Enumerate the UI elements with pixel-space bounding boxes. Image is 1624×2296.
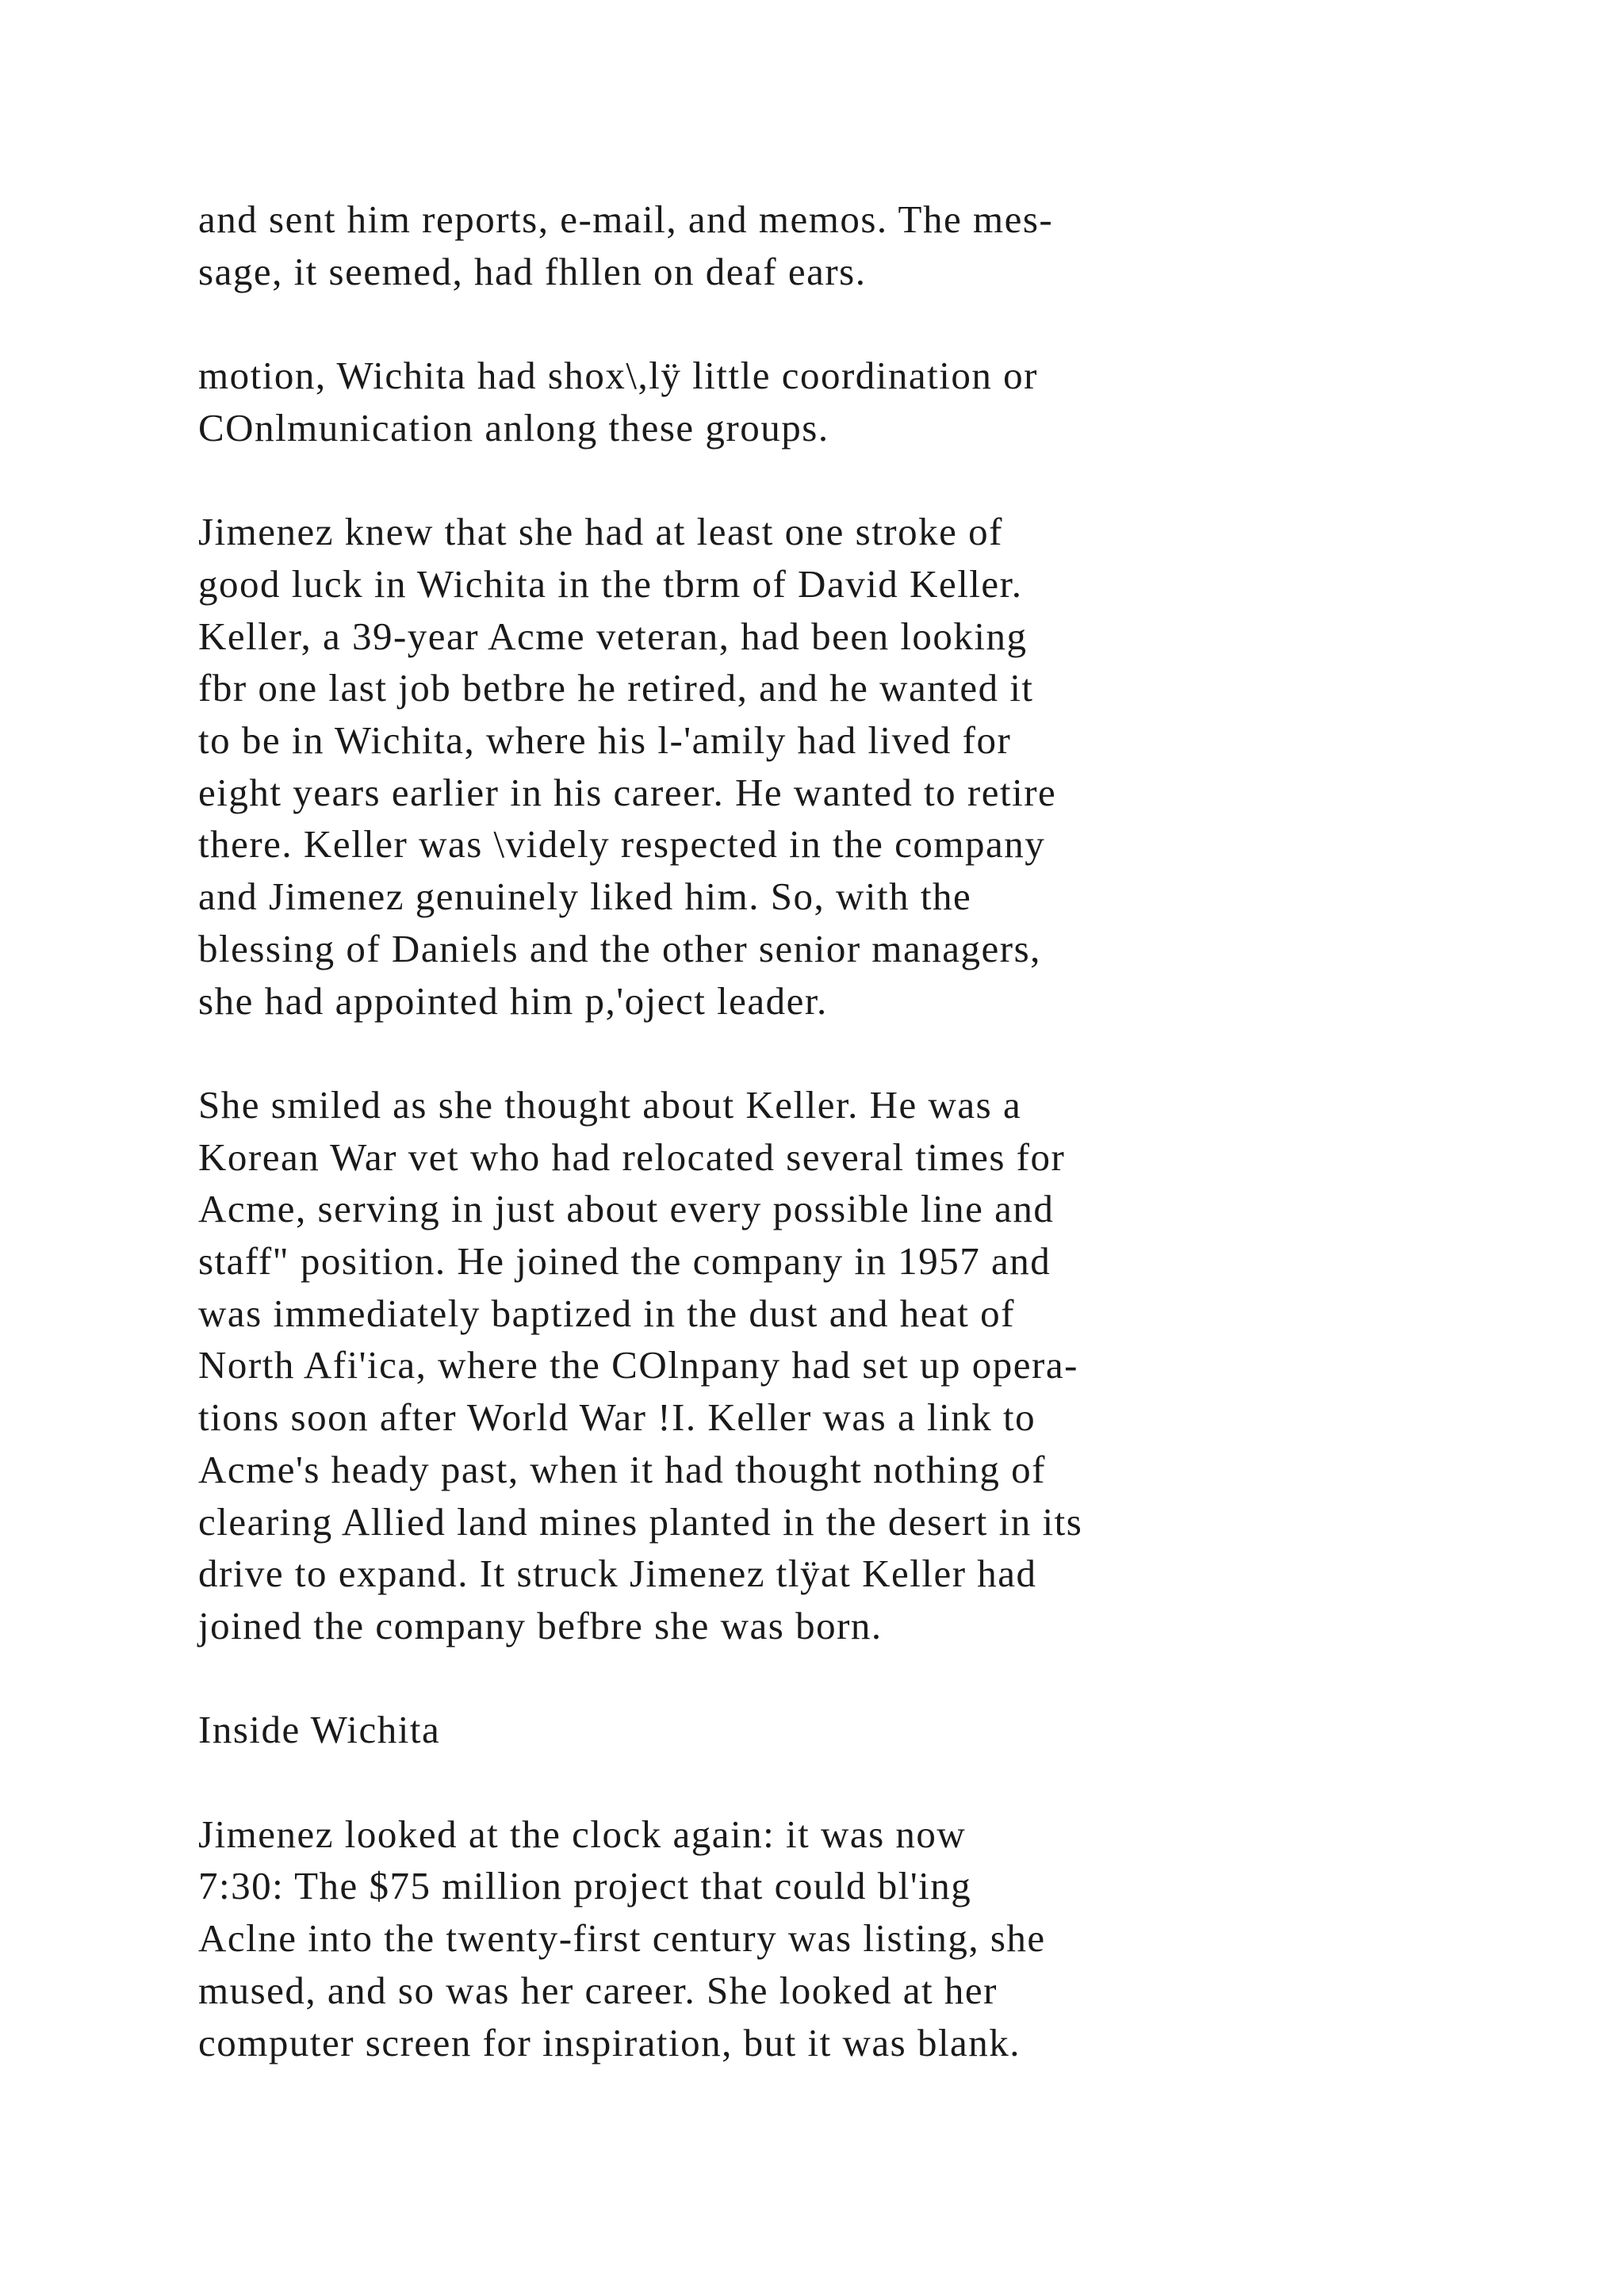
text-line: fbr one last job betbre he retired, and he wanted it bbox=[198, 666, 1034, 710]
text-line: North Afi'ica, where the COlnpany had set up opera- bbox=[198, 1343, 1078, 1387]
text-line: to be in Wichita, where his l-'amily had lived for bbox=[198, 718, 1012, 762]
paragraph bbox=[198, 193, 1507, 297]
text-line: computer screen for inspiration, but it was blank. bbox=[198, 2020, 1021, 2064]
text-line: eight years earlier in his career. He wanted to retire bbox=[198, 770, 1057, 814]
text-line: motion, Wichita had shox\,lÿ little coordination or bbox=[198, 354, 1038, 398]
text-line: Korean War vet who had relocated several times for bbox=[198, 1135, 1066, 1179]
text-line: Acme, serving in just about every possible line and bbox=[198, 1187, 1055, 1231]
text-line: drive to expand. It struck Jimenez tlÿat Keller had bbox=[198, 1552, 1037, 1596]
document-body bbox=[198, 193, 1507, 2068]
paragraph bbox=[198, 350, 1507, 453]
text-line: Jimenez knew that she had at least one stroke of bbox=[198, 510, 1003, 554]
text-line: Acme's heady past, when it had thought nothing of bbox=[198, 1447, 1046, 1491]
text-line: COnlmunication anlong these groups. bbox=[198, 405, 829, 450]
text-line: 7:30: The $75 million project that could bl'ing bbox=[198, 1864, 972, 1908]
paragraph bbox=[198, 1808, 1507, 2069]
paragraph bbox=[198, 1079, 1507, 1652]
text-line: Jimenez looked at the clock again: it was now bbox=[198, 1812, 967, 1856]
text-line: Aclne into the twenty-first century was listing, she bbox=[198, 1916, 1046, 1961]
text-line: was immediately baptized in the dust and heat of bbox=[198, 1291, 1015, 1335]
paragraph bbox=[198, 506, 1507, 1027]
text-line: clearing Allied land mines planted in the desert in its bbox=[198, 1499, 1083, 1544]
text-line: tions soon after World War !I. Keller was a link to bbox=[198, 1395, 1036, 1440]
section-heading bbox=[198, 1704, 1507, 1756]
text-line: mused, and so was her career. She looked at her bbox=[198, 1968, 998, 2012]
text-line: and sent him reports, e-mail, and memos. The mes- bbox=[198, 197, 1054, 241]
text-line: blessing of Daniels and the other senior managers, bbox=[198, 926, 1041, 970]
text-line: joined the company befbre she was born. bbox=[198, 1603, 883, 1647]
text-line: Keller, a 39-year Acme veteran, had been looking bbox=[198, 614, 1028, 658]
text-line: and Jimenez genuinely liked him. So, with the bbox=[198, 874, 972, 919]
text-line: good luck in Wichita in the tbrm of David Keller. bbox=[198, 561, 1023, 606]
text-line: there. Keller was \videly respected in the company bbox=[198, 822, 1046, 867]
text-line: She smiled as she thought about Keller. He was a bbox=[198, 1082, 1022, 1127]
text-line: staff" position. He joined the company in 1957 and bbox=[198, 1239, 1051, 1284]
text-line: sage, it seemed, had fhllen on deaf ears. bbox=[198, 249, 867, 293]
text-line: Inside Wichita bbox=[198, 1708, 441, 1752]
text-line: she had appointed him p,'oject leader. bbox=[198, 978, 828, 1023]
